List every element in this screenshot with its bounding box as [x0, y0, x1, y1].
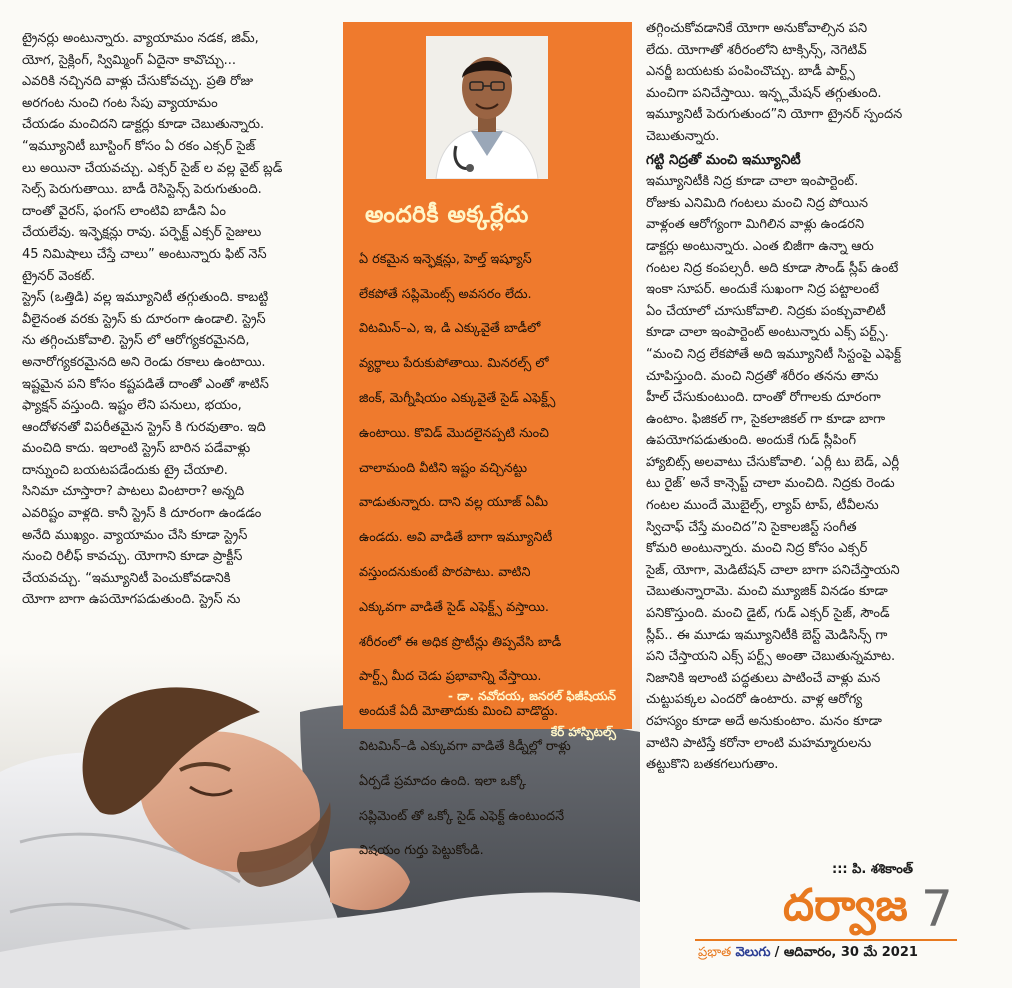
text-line: స్ట్రెస్ (ఒత్తిడి) వల్ల ఇమ్యూనిటీ తగ్గుతుంది. కాబట్టి [22, 290, 269, 306]
text-line: ఉపయోగపడుతుంది. అందుకే గుడ్ స్లీపింగ్ [646, 433, 857, 449]
text-line: మంచిగా పనిచేస్తాయి. ఇన్ఫ్లమేషన్ తగ్గుతుంది. [646, 85, 882, 101]
text-line: ట్రైనర్ వెంకట్. [22, 268, 96, 284]
text-line: ఆందోళనతో విపరీతమైన స్ట్రెస్ కి గురవుతాం. ఇది [22, 419, 266, 435]
sidebar-text-line: విటమిన్–ఎ, ఇ, డి ఎక్కువైతే బాడీలో [359, 321, 541, 337]
text-line: తట్టుకొని బతకగలుగుతాం. [646, 757, 779, 773]
text-line: మంచిది కాదు. ఇలాంటి స్ట్రెస్ బారిన పడేవాళ్లు [22, 441, 251, 457]
footer-date: / ఆదివారం, 30 మే 2021 [774, 945, 918, 960]
sidebar-text-line: విషయం గుర్తు పెట్టుకోండి. [359, 843, 484, 859]
text-line: లు అయినా చేయవచ్చు. ఎక్సర్ సైజ్ ల వల్ల వైట్ బ్లడ్ [22, 160, 283, 176]
text-line: చూపిస్తుంది. మంచి నిద్రతో శరీరం తనను తాను [646, 368, 879, 384]
right-paragraph-2 [646, 171, 956, 776]
footer-divider [695, 939, 957, 941]
sidebar-text-line: వస్తుందనుకుంటే పొరపాటు. వాటిని [359, 564, 531, 580]
text-line: ట్రైనర్లు అంటున్నారు. వ్యాయామం నడక, జిమ్, [22, 31, 259, 46]
text-line: నిజానికి ఇలాంటి పద్ధతులు పాటించే వాళ్లు మన [646, 670, 881, 686]
sidebar-text-line: జింక్, మెగ్నీషియం ఎక్కువైతే సైడ్ ఎఫెక్ట్స్ [359, 390, 556, 406]
supplements-sidebar [343, 22, 632, 859]
text-line: అనారోగ్యకరమైనది అని రెండు రకాలు ఉంటాయి. [22, 354, 266, 370]
brand-velugu: వెలుగు [735, 945, 771, 960]
text-line: అరగంట నుంచి గంట సేపు వ్యాయామం [22, 95, 218, 111]
sidebar-text-line: లేకపోతే సప్లిమెంట్స్ అవసరం లేదు. [359, 286, 532, 302]
text-line: చేయలేవు. ఇన్ఫెక్షన్లు రావు. పర్ఫెక్ట్ ఎక్సర్ సైజులు [22, 225, 262, 241]
signature-line: - డా. నవోదయ, జనరల్ ఫిజీషియన్ [447, 689, 616, 703]
text-line: వాటిని పాటిస్తే కరోనా లాంటి మహమ్మారులను [646, 735, 872, 751]
right-paragraph-1 [646, 18, 956, 148]
text-line: ఎనర్జీ బయటకు పంపించొచ్చు. బాడీ పార్ట్స్ [646, 64, 855, 80]
doctor-portrait-illustration [426, 36, 548, 179]
text-line: హీల్ చేసుకుంటుంది. దాంతో రోగాలకు దూరంగా [646, 390, 881, 406]
text-line: గంటల ముందే మొబైల్స్, ల్యాప్ టాప్, టీవీలను [646, 498, 879, 514]
sidebar-text-line: శరీరంలో ఈ అధిక ప్రొటీన్లు తిప్పవేసి బాడీ [359, 634, 562, 650]
text-line: లేదు. యోగాతో శరీరంలోని టాక్సిన్స్, నెగెటివ్ [646, 42, 867, 58]
text-line: ను తగ్గించుకోవాలి. స్ట్రెస్ లో ఆరోగ్యకరమైనది, [22, 333, 250, 349]
text-line: టు రైజ్’ అనే కాన్సెప్ట్ చాలా మంచిది. నిద్రకు రెండు [646, 476, 895, 492]
footer-brand [698, 945, 918, 963]
text-line: ఫ్యాక్షన్ వస్తుంది. ఇష్టం లేని పనులు, భయం, [22, 398, 242, 414]
text-line: యోగా బాగా ఉపయోగపడుతుంది. స్ట్రెస్ ను [22, 592, 241, 608]
text-line: గంటల నిద్ర కంపల్సరీ. అది కూడా సౌండ్ స్లీప్ ఉంటే [646, 260, 899, 276]
text-line: ఏం చేయాలో చూసుకోవాలి. నిద్రకు పంక్చువాలిటీ [646, 303, 886, 319]
text-line: చెబుతున్నారామె. మంచి మ్యూజిక్ వినడం కూడా [646, 584, 888, 600]
text-line: డాక్టర్లు అంటున్నారు. ఎంత బిజీగా ఉన్నా ఆరు [646, 238, 874, 254]
text-line: చెబుతున్నారు. [646, 128, 720, 144]
sidebar-text-line: సప్లిమెంట్ తో ఒక్కో సైడ్ ఎఫెక్ట్ ఉంటుందనే [359, 808, 565, 824]
text-line: వాళ్లంత ఆరోగ్యంగా మిగిలిన వాళ్లు ఉండరని [646, 217, 865, 233]
sidebar-text-line: ఏ రకమైన ఇన్ఫెక్షన్లు, హెల్త్ ఇష్యూస్ [359, 251, 532, 267]
text-line: చుట్టుపక్కల ఎందరో ఉంటారు. వాళ్ల ఆరోగ్య [646, 692, 863, 708]
text-line: ఇష్టమైన పని కోసం కష్టపడితే దాంతో ఎంతో శాటిస్ [22, 376, 269, 392]
text-line: పనికొస్తుంది. మంచి డైట్, గుడ్ ఎక్సర్ సైజ్, సౌండ్ [646, 606, 890, 622]
text-line: దాంతో వైరస్, ఫంగస్ లాంటివి బాడీని ఏం [22, 203, 226, 219]
text-line: వీలైనంత వరకు స్ట్రెస్ కు దూరంగా ఉండాలి. స్ట్రెస్ [22, 311, 266, 327]
sidebar-text-line: ఎక్కువగా వాడితే సైడ్ ఎఫెక్ట్స్ వస్తాయి. [359, 599, 549, 615]
text-line: ఇంకా సూపర్. అందుకే సుఖంగా నిద్ర పట్టాలంటే [646, 282, 880, 298]
text-line: చేయడం మంచిదని డాక్టర్లు కూడా చెబుతున్నారు. [22, 117, 265, 133]
text-line: 45 నిమిషాలు చేస్తే చాలు” అంటున్నారు ఫిట్ నెస్ [22, 246, 267, 262]
text-line: సినిమా చూస్తారా? పాటలు వింటారా? అన్నది [22, 484, 245, 500]
sidebar-text-line: విటమిన్–డి ఎక్కువగా వాడితే కిడ్నీల్లో రాళ్లు [359, 738, 571, 754]
text-line: అనేది ముఖ్యం. వ్యాయామం చేసి కూడా స్ట్రెస్ [22, 527, 248, 543]
brand-prabhatha: ప్రభాత [698, 945, 732, 960]
sidebar-text-line: ఏర్పడే ప్రమాదం ఉంది. ఇలా ఒక్కో [359, 773, 527, 789]
sidebar-text-line: ఉంటాయి. కొవిడ్ మొదలైనప్పటి నుంచి [359, 425, 549, 441]
sidebar-text-line: అందుకే ఏదీ మోతాదుకు మించి వాడొద్దు. [359, 704, 559, 720]
sidebar-text-line: వాడుతున్నారు. దాని వల్ల యూజ్ ఏమీ [359, 495, 549, 511]
text-line: చేయవచ్చు. “ఇమ్యూనిటీ పెంచుకోవడానికి [22, 570, 231, 586]
text-line: రహస్యం కూడా అదే అనుకుంటాం. మనం కూడా [646, 714, 882, 729]
page-number: 7 [921, 880, 953, 938]
text-line: యోగ, సైక్లింగ్, స్విమ్మింగ్ ఏదైనా కావొచ్చు... [22, 52, 236, 68]
sidebar-text-line: చాలామంది వీటిని ఇష్టం వచ్చినట్టు [359, 460, 528, 476]
text-line: రోజుకు ఎనిమిది గంటలు మంచి నిద్ర పోయిన [646, 195, 868, 211]
text-line: స్విచాఫ్ చేస్తే మంచిద”ని సైకాలజిస్ట్ సంగీత [646, 519, 857, 535]
left-column-text [22, 28, 327, 611]
sidebar-title: అందరికీ అక్కర్లేదు [365, 202, 529, 228]
sidebar-text-line: ఉండదు. అవి వాడితే బాగా ఇమ్యూనిటీ [359, 530, 553, 546]
text-line: “ఇమ్యూనిటీ బూస్టింగ్ కోసం ఏ రకం ఎక్సర్ సైజ్ [22, 138, 256, 154]
text-line: స్లీప్.. ఈ మూడు ఇమ్యూనిటీకి బెస్ట్ మెడిసిన్స్ గా [646, 627, 888, 643]
sidebar-body [359, 236, 621, 875]
text-line: కూడా చాలా ఇంపార్టెంట్ అంటున్నారు ఎక్స్ పర్ట్స్. [646, 325, 889, 341]
text-line: దాన్నుంచి బయటపడేందుకు ట్రై చేయాలి. [22, 462, 228, 478]
sidebar-text-line: వ్యర్థాలు పేరుకుపోతాయి. మినరల్స్ లో [359, 356, 549, 372]
text-line: సెల్స్ పెరుగుతాయి. బాడీ రెసిస్టెన్స్ పెరుగుతుంది. [22, 182, 262, 198]
author-byline: ::: పి. శశికాంత్ [832, 862, 913, 877]
sidebar-text-line: పార్ట్స్ మీద చెడు ప్రభావాన్ని వేస్తాయి. [359, 669, 542, 685]
doctor-photo [426, 36, 548, 179]
text-line: “మంచి నిద్ర లేకపోతే అది ఇమ్యూనిటీ సిస్టంపై ఎఫెక్ట్ [646, 346, 901, 362]
signature-line: కేర్ హాస్పిటల్స్ [550, 725, 616, 739]
text-line: నుంచి రిలీఫ్ కావచ్చు. యోగాని కూడా ప్రాక్టీస్ [22, 549, 243, 565]
text-line: కోమరి అంటున్నారు. మంచి నిద్ర కోసం ఎక్సర్ [646, 541, 868, 557]
text-line: హ్యాబిట్స్ అలవాటు చేసుకోవాలి. ‘ఎర్లీ టు బెడ్, ఎర్లీ [646, 454, 900, 470]
text-line: తగ్గించుకోవడానికే యోగా అనుకోవాల్సిన పని [646, 21, 868, 36]
text-line: ఉంటాం. ఫిజికల్ గా, సైకలాజికల్ గా కూడా బాగా [646, 411, 886, 427]
text-line: ఎవరిష్టం వాళ్లది. కానీ స్ట్రెస్ కి దూరంగా ఉండడం [22, 506, 262, 522]
section-heading-sleep: గట్టి నిద్రతో మంచి ఇమ్యూనిటీ [646, 151, 801, 168]
text-line: పని చేస్తాయని ఎక్స్ పర్ట్స్ అంతా చెబుతున్నమాట. [646, 649, 896, 665]
text-line: ఎవరికి నచ్చినది వాళ్లు చేసుకోవచ్చు. ప్రతి రోజు [22, 74, 254, 90]
text-line: ఇమ్యూనిటీ పెరుగుతుంద”ని యోగా ట్రైనర్ స్పందన [646, 107, 903, 123]
text-line: సైజ్, యోగా, మెడిటేషన్ చాలా బాగా పనిచేస్తాయని [646, 562, 900, 578]
sidebar-signature [356, 672, 616, 756]
right-column-text [646, 18, 956, 776]
text-line: ఇమ్యూనిటీకి నిద్ర కూడా చాలా ఇంపార్టెంట్. [646, 174, 859, 190]
section-title: దర్వాజ [783, 880, 908, 931]
